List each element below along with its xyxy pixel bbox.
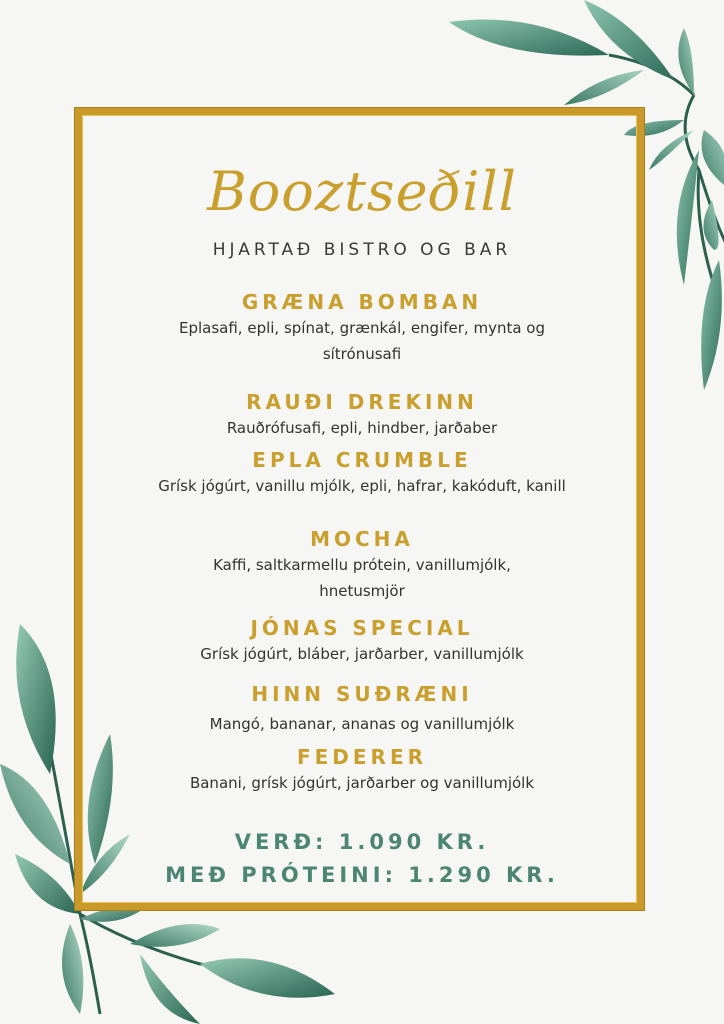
item-name: HINN SUÐRÆNI (251, 682, 473, 706)
item-description: Mangó, bananar, ananas og vanillumjólk (209, 715, 515, 733)
item-description: Grísk jógúrt, bláber, jarðarber, vanillumjólk (200, 645, 524, 663)
item-name: GRÆNA BOMBAN (241, 290, 483, 314)
menu-item (140, 681, 584, 737)
item-description: Eplasafi, epli, spínat, grænkál, engifer, mynta og sítrónusafi (178, 319, 545, 363)
menu-title: Booztseðill (207, 160, 517, 223)
item-name: FEDERER (296, 745, 428, 769)
restaurant-name: HJARTAÐ BISTRO OG BAR (212, 240, 512, 260)
item-description: Kaffi, saltkarmellu prótein, vanillumjólk, hnetusmjör (213, 556, 511, 600)
menu-item (140, 447, 584, 499)
item-name: JÓNAS SPECIAL (250, 616, 474, 640)
menu-item (140, 289, 584, 367)
item-description: Grísk jógúrt, vanillu mjólk, epli, hafrar, kakóduft, kanill (158, 477, 566, 495)
menu-item (140, 744, 584, 796)
price-with-protein: MEÐ PRÓTEINI: 1.290 KR. (165, 863, 559, 887)
menu-item (140, 389, 584, 441)
item-name: EPLA CRUMBLE (252, 448, 472, 472)
price: VERÐ: 1.090 KR. (234, 830, 490, 854)
menu-item (140, 526, 584, 604)
item-name: MOCHA (310, 527, 414, 551)
item-description: Rauðrófusafi, epli, hindber, jarðaber (226, 419, 498, 437)
item-description: Banani, grísk jógúrt, jarðarber og vanillumjólk (189, 774, 535, 792)
menu-item (140, 615, 584, 667)
item-name: RAUÐI DREKINN (246, 390, 478, 414)
